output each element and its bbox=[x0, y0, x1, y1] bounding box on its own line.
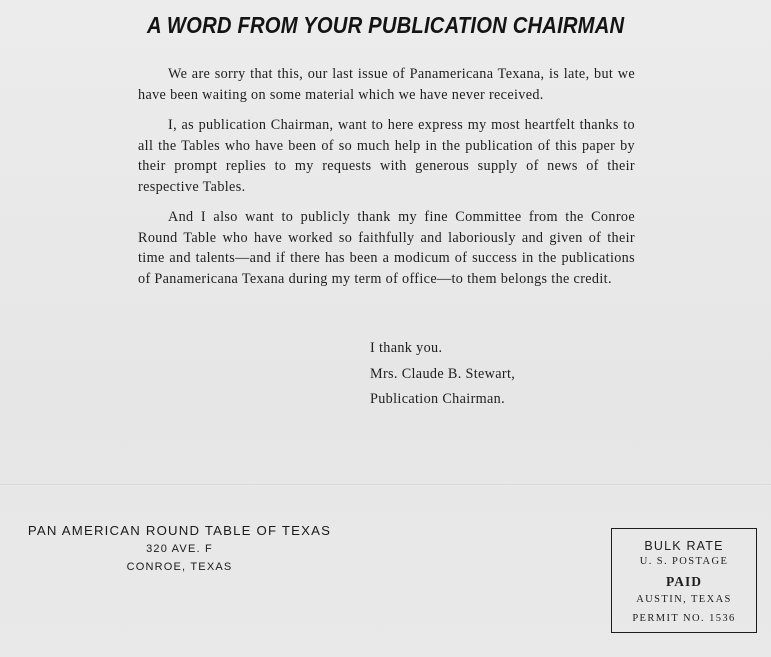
paragraph-apology: We are sorry that this, our last issue of Panamericana Texana, is late, but we have been waiting on some material which we have never received. bbox=[138, 66, 635, 103]
closing-line: I thank you. bbox=[370, 340, 443, 356]
signoff bbox=[370, 336, 515, 413]
headline: A WORD FROM YOUR PUBLICATION CHAIRMAN bbox=[147, 12, 625, 38]
return-address bbox=[12, 522, 347, 576]
postage-indicia bbox=[611, 528, 757, 633]
fold-line bbox=[0, 484, 771, 486]
return-address-city: CONROE, TEXAS bbox=[126, 561, 233, 573]
postage-service: U. S. POSTAGE bbox=[639, 556, 729, 567]
return-address-street: 320 AVE. F bbox=[146, 543, 213, 555]
postage-permit: PERMIT NO. 1536 bbox=[632, 613, 736, 624]
signer-role: Publication Chairman. bbox=[370, 391, 506, 407]
letter-body bbox=[138, 64, 635, 299]
postage-paid: PAID bbox=[666, 574, 702, 589]
signer-name: Mrs. Claude B. Stewart, bbox=[370, 365, 516, 382]
paragraph-thanks-tables: I, as publication Chairman, want to here express my most heartfelt thanks to all the Tables who have been of so much help in the publication of this paper by their prompt replies to my requests with generous supply of news of their respective Tables. bbox=[138, 117, 635, 195]
paragraph-thanks-committee: And I also want to publicly thank my fine Committee from the Conroe Round Table who have worked so faithfully and laboriously and given of their time and talents—and if there has been a modicum of success in the publications of Panamericana Texana during my term of office—to them belongs the credit. bbox=[138, 209, 635, 287]
postage-city: AUSTIN, TEXAS bbox=[636, 594, 732, 605]
postage-rate: BULK RATE bbox=[644, 539, 724, 553]
return-address-org: PAN AMERICAN ROUND TABLE OF TEXAS bbox=[27, 523, 332, 538]
